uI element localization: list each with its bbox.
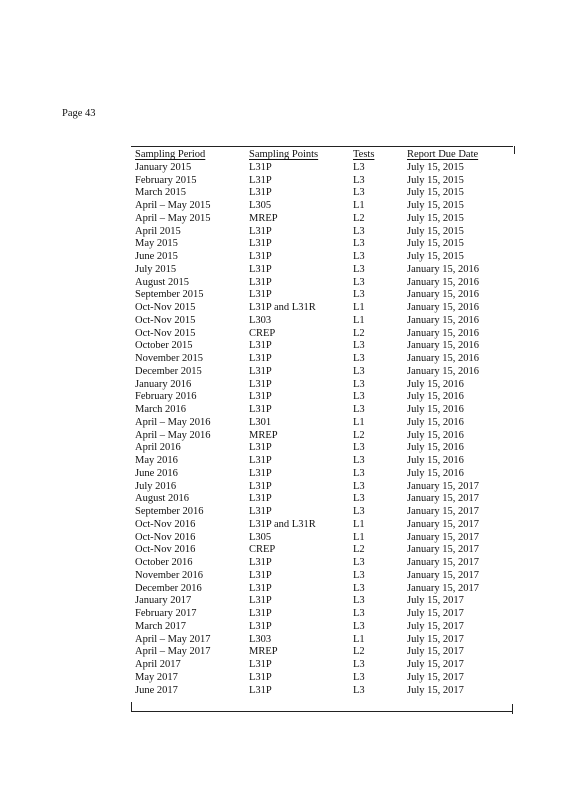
- table-row: [135, 379, 511, 392]
- sampling-points-cell: L31P: [249, 238, 272, 250]
- sampling-points-cell: L31P: [249, 620, 272, 632]
- table-right-tick: [514, 146, 515, 154]
- tests-cell: L3: [353, 276, 365, 288]
- header-report-due-date: Report Due Date: [407, 149, 479, 160]
- sampling-points-cell: L31P: [249, 582, 272, 594]
- sampling-period-cell: November 2015: [135, 353, 203, 364]
- report-due-date-cell: January 15, 2016: [407, 302, 480, 313]
- table-row: [135, 391, 511, 404]
- report-due-date-cell: July 15, 2017: [407, 620, 464, 632]
- table-row: [135, 557, 511, 570]
- report-due-date-cell: January 15, 2017: [407, 531, 480, 543]
- report-due-date-cell: July 15, 2016: [407, 416, 464, 428]
- report-due-date-cell: July 15, 2016: [407, 404, 464, 415]
- report-due-date-cell: January 15, 2016: [407, 353, 480, 364]
- sampling-points-cell: L31P: [249, 455, 272, 466]
- tests-cell: L3: [353, 263, 365, 275]
- tests-cell: L2: [353, 646, 365, 658]
- report-due-date-cell: July 15, 2016: [407, 467, 464, 479]
- sampling-period-cell: Oct-Nov 2015: [135, 327, 196, 339]
- sampling-points-cell: MREP: [249, 429, 278, 441]
- report-due-date-cell: January 15, 2016: [407, 365, 480, 377]
- tests-cell: L3: [353, 569, 365, 581]
- sampling-period-cell: Oct-Nov 2016: [135, 531, 196, 543]
- sampling-period-cell: April – May 2016: [135, 416, 211, 428]
- sampling-period-cell: April 2015: [135, 225, 181, 237]
- table-row: [135, 353, 511, 366]
- sampling-points-cell: L31P: [249, 557, 272, 568]
- sampling-period-cell: September 2016: [135, 506, 204, 517]
- report-due-date-cell: July 15, 2017: [407, 633, 464, 645]
- sampling-points-cell: L31P: [249, 161, 272, 173]
- tests-cell: L2: [353, 327, 365, 339]
- sampling-period-cell: October 2016: [135, 557, 193, 568]
- sampling-points-cell: L31P and L31R: [249, 518, 316, 530]
- report-due-date-cell: July 15, 2016: [407, 442, 464, 454]
- report-due-date-cell: January 15, 2017: [407, 506, 480, 517]
- sampling-points-cell: L31P: [249, 671, 272, 683]
- table-row: [135, 200, 511, 213]
- tests-cell: L3: [353, 659, 365, 670]
- sampling-points-cell: L31P: [249, 391, 272, 403]
- report-due-date-cell: July 15, 2015: [407, 174, 464, 186]
- tests-cell: L3: [353, 225, 365, 237]
- schedule-table: [135, 149, 511, 697]
- sampling-schedule-table: [131, 146, 515, 714]
- sampling-period-cell: March 2017: [135, 620, 187, 632]
- report-due-date-cell: January 15, 2016: [407, 314, 480, 326]
- tests-cell: L3: [353, 480, 365, 492]
- table-row: [135, 238, 511, 251]
- report-due-date-cell: January 15, 2017: [407, 493, 480, 505]
- report-due-date-cell: January 15, 2016: [407, 327, 480, 339]
- sampling-points-cell: L303: [249, 314, 272, 326]
- table-row: [135, 506, 511, 519]
- sampling-points-cell: CREP: [249, 544, 276, 556]
- sampling-points-cell: L31P: [249, 276, 272, 288]
- report-due-date-cell: January 15, 2017: [407, 518, 480, 530]
- sampling-points-cell: L31P: [249, 480, 272, 492]
- sampling-points-cell: L301: [249, 416, 272, 428]
- report-due-date-cell: July 15, 2017: [407, 671, 464, 683]
- report-due-date-cell: January 15, 2017: [407, 544, 480, 556]
- sampling-period-cell: May 2015: [135, 238, 178, 250]
- sampling-points-cell: L31P: [249, 353, 272, 364]
- report-due-date-cell: July 15, 2015: [407, 212, 464, 224]
- report-due-date-cell: July 15, 2015: [407, 225, 464, 237]
- sampling-period-cell: Oct-Nov 2016: [135, 518, 196, 530]
- tests-cell: L3: [353, 353, 365, 364]
- table-row: [135, 328, 511, 341]
- tests-cell: L3: [353, 442, 365, 454]
- table-row: [135, 187, 511, 200]
- table-bottom-rule: [131, 711, 513, 712]
- sampling-period-cell: June 2017: [135, 684, 178, 696]
- tests-cell: L3: [353, 289, 365, 301]
- sampling-points-cell: L31P: [249, 659, 272, 670]
- table-row: [135, 544, 511, 557]
- table-body: [135, 162, 511, 698]
- report-due-date-cell: January 15, 2017: [407, 557, 480, 568]
- sampling-period-cell: April – May 2015: [135, 212, 211, 224]
- tests-cell: L3: [353, 595, 365, 607]
- report-due-date-cell: January 15, 2017: [407, 480, 480, 492]
- tests-cell: L3: [353, 493, 365, 505]
- tests-cell: L2: [353, 429, 365, 441]
- sampling-period-cell: Oct-Nov 2015: [135, 302, 196, 313]
- tests-cell: L2: [353, 544, 365, 556]
- tests-cell: L3: [353, 378, 365, 390]
- sampling-points-cell: MREP: [249, 646, 278, 658]
- table-row: [135, 570, 511, 583]
- report-due-date-cell: July 15, 2017: [407, 646, 464, 658]
- sampling-period-cell: August 2016: [135, 493, 189, 505]
- table-row: [135, 264, 511, 277]
- report-due-date-cell: January 15, 2017: [407, 582, 480, 594]
- table-row: [135, 595, 511, 608]
- tests-cell: L3: [353, 174, 365, 186]
- sampling-period-cell: April – May 2016: [135, 429, 211, 441]
- table-row: [135, 532, 511, 545]
- sampling-period-cell: April – May 2017: [135, 646, 211, 658]
- sampling-points-cell: L31P: [249, 263, 272, 275]
- tests-cell: L3: [353, 404, 365, 415]
- header-sampling-points: Sampling Points: [249, 149, 319, 160]
- table-left-tick: [131, 702, 132, 712]
- sampling-period-cell: June 2015: [135, 251, 178, 262]
- sampling-points-cell: L305: [249, 200, 272, 211]
- sampling-points-cell: L31P: [249, 174, 272, 186]
- table-row: [135, 608, 511, 621]
- tests-cell: L3: [353, 506, 365, 517]
- tests-cell: L1: [353, 531, 365, 543]
- table-row: [135, 162, 511, 175]
- report-due-date-cell: July 15, 2015: [407, 200, 464, 211]
- table-top-rule: [131, 146, 513, 147]
- tests-cell: L2: [353, 212, 365, 224]
- tests-cell: L3: [353, 161, 365, 173]
- sampling-period-cell: April – May 2015: [135, 200, 211, 211]
- sampling-points-cell: L31P: [249, 340, 272, 352]
- sampling-points-cell: L303: [249, 633, 272, 645]
- sampling-period-cell: March 2016: [135, 404, 187, 415]
- table-row: [135, 277, 511, 290]
- sampling-period-cell: February 2016: [135, 391, 197, 403]
- sampling-period-cell: April – May 2017: [135, 633, 211, 645]
- report-due-date-cell: July 15, 2016: [407, 391, 464, 403]
- table-row: [135, 226, 511, 239]
- report-due-date-cell: July 15, 2017: [407, 595, 464, 607]
- tests-cell: L3: [353, 684, 365, 696]
- sampling-points-cell: L31P: [249, 187, 272, 199]
- table-row: [135, 685, 511, 698]
- tests-cell: L3: [353, 365, 365, 377]
- sampling-period-cell: January 2017: [135, 595, 192, 607]
- tests-cell: L3: [353, 340, 365, 352]
- tests-cell: L3: [353, 671, 365, 683]
- tests-cell: L3: [353, 557, 365, 568]
- sampling-points-cell: L31P: [249, 378, 272, 390]
- table-row: [135, 634, 511, 647]
- table-row: [135, 672, 511, 685]
- report-due-date-cell: July 15, 2015: [407, 161, 464, 173]
- sampling-period-cell: May 2016: [135, 455, 178, 466]
- sampling-period-cell: December 2016: [135, 582, 202, 594]
- report-due-date-cell: July 15, 2017: [407, 684, 464, 696]
- sampling-points-cell: L31P: [249, 595, 272, 607]
- sampling-points-cell: L31P: [249, 684, 272, 696]
- tests-cell: L3: [353, 467, 365, 479]
- table-row: [135, 659, 511, 672]
- sampling-points-cell: L31P and L31R: [249, 302, 316, 313]
- sampling-period-cell: February 2017: [135, 608, 197, 619]
- report-due-date-cell: July 15, 2017: [407, 659, 464, 670]
- report-due-date-cell: January 15, 2016: [407, 340, 480, 352]
- sampling-period-cell: June 2016: [135, 467, 178, 479]
- sampling-points-cell: MREP: [249, 212, 278, 224]
- sampling-points-cell: L31P: [249, 251, 272, 262]
- tests-cell: L1: [353, 200, 365, 211]
- sampling-period-cell: January 2016: [135, 378, 192, 390]
- sampling-points-cell: L31P: [249, 289, 272, 301]
- table-row: [135, 442, 511, 455]
- table-row: [135, 302, 511, 315]
- table-row: [135, 519, 511, 532]
- table-row: [135, 251, 511, 264]
- table-row: [135, 646, 511, 659]
- table-row: [135, 481, 511, 494]
- sampling-period-cell: August 2015: [135, 276, 189, 288]
- header-tests: Tests: [353, 149, 375, 160]
- table-row: [135, 340, 511, 353]
- report-due-date-cell: July 15, 2015: [407, 187, 464, 199]
- tests-cell: L3: [353, 455, 365, 466]
- report-due-date-cell: January 15, 2016: [407, 276, 480, 288]
- sampling-period-cell: July 2015: [135, 263, 177, 275]
- page-number-label: Page 43: [62, 108, 96, 119]
- sampling-period-cell: July 2016: [135, 480, 177, 492]
- sampling-points-cell: L31P: [249, 467, 272, 479]
- tests-cell: L1: [353, 314, 365, 326]
- table-row: [135, 366, 511, 379]
- report-due-date-cell: July 15, 2016: [407, 378, 464, 390]
- header-sampling-period: Sampling Period: [135, 149, 206, 160]
- tests-cell: L1: [353, 416, 365, 428]
- tests-cell: L3: [353, 251, 365, 262]
- table-row: [135, 289, 511, 302]
- report-due-date-cell: July 15, 2016: [407, 429, 464, 441]
- report-due-date-cell: July 15, 2016: [407, 455, 464, 466]
- report-due-date-cell: July 15, 2017: [407, 608, 464, 619]
- table-row: [135, 175, 511, 188]
- table-right-bottom-tick: [512, 704, 513, 714]
- table-row: [135, 493, 511, 506]
- table-row: [135, 468, 511, 481]
- sampling-points-cell: L31P: [249, 608, 272, 619]
- tests-cell: L3: [353, 608, 365, 619]
- table-header-row: [135, 149, 511, 162]
- table-row: [135, 404, 511, 417]
- sampling-points-cell: L31P: [249, 225, 272, 237]
- sampling-points-cell: L31P: [249, 493, 272, 505]
- sampling-points-cell: L305: [249, 531, 272, 543]
- sampling-period-cell: April 2016: [135, 442, 181, 454]
- tests-cell: L1: [353, 302, 365, 313]
- sampling-points-cell: CREP: [249, 327, 276, 339]
- sampling-period-cell: March 2015: [135, 187, 187, 199]
- sampling-period-cell: May 2017: [135, 671, 178, 683]
- sampling-points-cell: L31P: [249, 506, 272, 517]
- sampling-points-cell: L31P: [249, 442, 272, 454]
- sampling-points-cell: L31P: [249, 404, 272, 415]
- tests-cell: L3: [353, 582, 365, 594]
- sampling-period-cell: January 2015: [135, 161, 192, 173]
- table-row: [135, 621, 511, 634]
- sampling-points-cell: L31P: [249, 365, 272, 377]
- tests-cell: L3: [353, 620, 365, 632]
- sampling-period-cell: December 2015: [135, 365, 202, 377]
- sampling-period-cell: October 2015: [135, 340, 193, 352]
- tests-cell: L1: [353, 518, 365, 530]
- report-due-date-cell: January 15, 2016: [407, 289, 480, 301]
- table-row: [135, 455, 511, 468]
- sampling-points-cell: L31P: [249, 569, 272, 581]
- table-row: [135, 417, 511, 430]
- tests-cell: L3: [353, 391, 365, 403]
- tests-cell: L3: [353, 187, 365, 199]
- table-row: [135, 213, 511, 226]
- sampling-period-cell: September 2015: [135, 289, 204, 301]
- sampling-period-cell: Oct-Nov 2016: [135, 544, 196, 556]
- table-row: [135, 430, 511, 443]
- report-due-date-cell: July 15, 2015: [407, 238, 464, 250]
- report-due-date-cell: January 15, 2016: [407, 263, 480, 275]
- tests-cell: L1: [353, 633, 365, 645]
- sampling-period-cell: Oct-Nov 2015: [135, 314, 196, 326]
- sampling-period-cell: February 2015: [135, 174, 197, 186]
- tests-cell: L3: [353, 238, 365, 250]
- sampling-period-cell: November 2016: [135, 569, 203, 581]
- sampling-period-cell: April 2017: [135, 659, 181, 670]
- report-due-date-cell: January 15, 2017: [407, 569, 480, 581]
- table-row: [135, 583, 511, 596]
- report-due-date-cell: July 15, 2015: [407, 251, 464, 262]
- table-row: [135, 315, 511, 328]
